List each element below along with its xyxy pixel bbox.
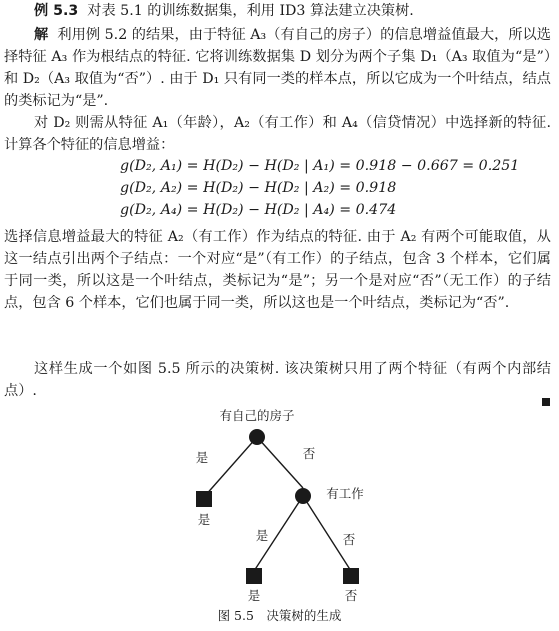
- equation-a1: g(D₂, A₁) = H(D₂) − H(D₂ | A₁) = 0.918 − 0.667 = 0.251: [120, 158, 520, 174]
- edge-root-to-node2: [257, 437, 303, 488]
- leaf-node-2: [246, 568, 262, 584]
- root-yes-edge-label: 是: [195, 450, 209, 465]
- leaf-node-3: [343, 568, 359, 584]
- leaf-node-1: [196, 491, 212, 507]
- solution-text-1: 利用例 5.2 的结果，由于特征 A₃（有自己的房子）的信息增益值最大，所以选择特征 A₃ 作为根结点的特征. 它将训练数据集 D 划分为两个子集 D₁（A₃ 取值为“是”）和 D₂（A₃ 取值为“否”）. 由于 D₁ 只有同一类的样本点，所以它成为一个叶结点，结点的类标记为“是”.: [4, 27, 551, 109]
- node2-yes-edge-label: 是: [255, 528, 269, 543]
- root-no-edge-label: 否: [302, 446, 316, 461]
- leaf1-label: 是: [197, 512, 211, 527]
- internal-node-job: [295, 488, 311, 504]
- leaf3-label: 否: [344, 588, 358, 603]
- node2-label: 有工作: [326, 486, 364, 501]
- summary-paragraph: 这样生成一个如图 5.5 所示的决策树. 该决策树只用了两个特征（有两个内部结点）.: [4, 361, 551, 399]
- equation-a2: g(D₂, A₂) = H(D₂) − H(D₂ | A₂) = 0.918: [120, 180, 397, 196]
- node2-no-edge-label: 否: [342, 532, 356, 547]
- selection-paragraph: 选择信息增益最大的特征 A₂（有工作）作为结点的特征. 由于 A₂ 有两个可能取值，从这一结点引出两个子结点：一个对应“是”（有工作）的子结点，包含 3 个样本，它们属于同一类，所以这是一个叶结点，类标记为“是”；另一个是对应“否”（无工作）的子结点，包含 6 个样本，它们也属于同一类，所以这也是一个叶结点，类标记为“否”.: [4, 229, 551, 311]
- figure-caption: 图 5.5 决策树的生成: [217, 608, 342, 623]
- root-node-label: 有自己的房子: [219, 408, 295, 423]
- solution-paragraph-2: 对 D₂ 则需从特征 A₁（年龄），A₂（有工作）和 A₄（信贷情况）中选择新的特征. 计算各个特征的信息增益：: [4, 115, 551, 153]
- root-node: [249, 429, 265, 445]
- solution-label: 解: [34, 27, 49, 43]
- edge-root-to-leaf1: [204, 437, 257, 497]
- equation-a4: g(D₂, A₄) = H(D₂) − H(D₂ | A₄) = 0.474: [120, 202, 397, 218]
- example-title: 对表 5.1 的训练数据集，利用 ID3 算法建立决策树.: [87, 3, 414, 19]
- leaf2-label: 是: [247, 588, 261, 603]
- example-label: 例 5.3: [34, 3, 79, 19]
